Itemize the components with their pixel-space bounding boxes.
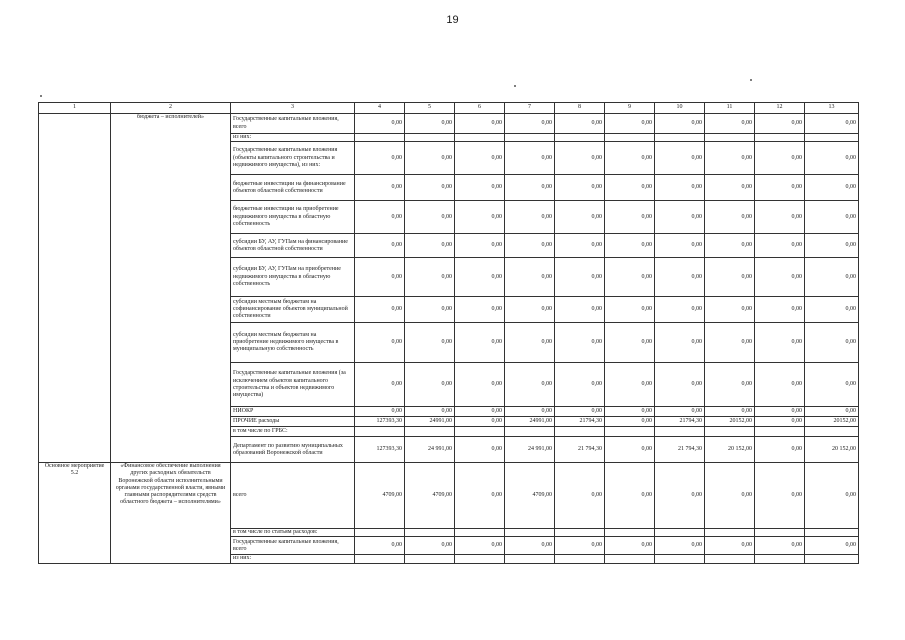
value-cell: 0,00 xyxy=(455,463,505,529)
value-cell xyxy=(505,529,555,537)
row-label: Государственные капитальные вложения (объекты капитального строительства и недвижимого имущества), из них: xyxy=(231,142,355,175)
table-row xyxy=(39,114,859,134)
value-cell: 24 991,00 xyxy=(505,437,555,463)
value-cell: 0,00 xyxy=(755,407,805,417)
budget-table xyxy=(38,102,859,564)
value-cell: 0,00 xyxy=(455,407,505,417)
value-cell: 0,00 xyxy=(555,463,605,529)
value-cell: 0,00 xyxy=(655,258,705,297)
value-cell xyxy=(755,427,805,437)
row-label: субсидии местным бюджетам на софинансирование объектов муниципальной собственности xyxy=(231,297,355,323)
value-cell: 20 152,00 xyxy=(805,437,859,463)
table-row xyxy=(39,463,859,529)
value-cell: 0,00 xyxy=(355,407,405,417)
value-cell: 0,00 xyxy=(455,417,505,427)
value-cell xyxy=(405,134,455,142)
value-cell: 0,00 xyxy=(405,142,455,175)
value-cell xyxy=(355,134,405,142)
section-1-name: бюджета – исполнителей» xyxy=(111,114,231,463)
row-label: в том числе по ГРБС: xyxy=(231,427,355,437)
value-cell: 0,00 xyxy=(505,537,555,555)
value-cell: 0,00 xyxy=(455,537,505,555)
value-cell xyxy=(605,427,655,437)
value-cell: 0,00 xyxy=(605,417,655,427)
value-cell: 0,00 xyxy=(805,537,859,555)
value-cell: 0,00 xyxy=(605,258,655,297)
value-cell: 0,00 xyxy=(705,175,755,201)
value-cell: 0,00 xyxy=(505,297,555,323)
value-cell: 0,00 xyxy=(505,363,555,407)
value-cell: 4709,00 xyxy=(505,463,555,529)
value-cell: 0,00 xyxy=(705,297,755,323)
value-cell: 0,00 xyxy=(805,463,859,529)
value-cell: 0,00 xyxy=(655,201,705,234)
value-cell: 0,00 xyxy=(655,142,705,175)
value-cell: 0,00 xyxy=(405,537,455,555)
value-cell: 0,00 xyxy=(755,142,805,175)
scan-speck xyxy=(750,79,752,81)
value-cell: 0,00 xyxy=(705,234,755,258)
value-cell: 0,00 xyxy=(755,297,805,323)
value-cell: 0,00 xyxy=(455,234,505,258)
row-label: в том числе по статьям расходов: xyxy=(231,529,355,537)
row-label: Государственные капитальные вложения, всего xyxy=(231,114,355,134)
value-cell: 0,00 xyxy=(405,297,455,323)
value-cell: 0,00 xyxy=(705,323,755,363)
value-cell xyxy=(705,529,755,537)
value-cell xyxy=(805,555,859,563)
value-cell xyxy=(755,134,805,142)
value-cell: 0,00 xyxy=(555,363,605,407)
value-cell: 20152,00 xyxy=(705,417,755,427)
value-cell xyxy=(705,555,755,563)
value-cell: 21 794,30 xyxy=(655,437,705,463)
value-cell: 0,00 xyxy=(355,297,405,323)
value-cell: 0,00 xyxy=(605,175,655,201)
page-number: 19 xyxy=(446,14,459,26)
value-cell: 0,00 xyxy=(455,363,505,407)
section-1-col1 xyxy=(39,114,111,463)
value-cell: 0,00 xyxy=(655,175,705,201)
row-label: из них: xyxy=(231,555,355,563)
value-cell: 0,00 xyxy=(505,175,555,201)
value-cell: 0,00 xyxy=(355,258,405,297)
section-2-name: «Финансовое обеспечение выполнения других расходных обязательств Воронежской области исполнительными органами государственной власти, явными главными распорядителями средств областного бюджета – исполнителями» xyxy=(111,463,231,563)
value-cell: 0,00 xyxy=(605,234,655,258)
value-cell xyxy=(605,134,655,142)
value-cell: 0,00 xyxy=(605,323,655,363)
value-cell xyxy=(655,555,705,563)
row-label: бюджетные инвестиции на финансирование объектов областной собственности xyxy=(231,175,355,201)
value-cell xyxy=(355,529,405,537)
value-cell: 0,00 xyxy=(555,175,605,201)
value-cell: 4709,00 xyxy=(405,463,455,529)
value-cell xyxy=(555,427,605,437)
value-cell: 0,00 xyxy=(755,363,805,407)
value-cell: 0,00 xyxy=(405,234,455,258)
value-cell: 0,00 xyxy=(755,234,805,258)
row-label: субсидии БУ, АУ, ГУПам на финансирование объектов областной собственности xyxy=(231,234,355,258)
value-cell: 0,00 xyxy=(705,201,755,234)
value-cell xyxy=(605,529,655,537)
value-cell: 0,00 xyxy=(605,201,655,234)
value-cell: 0,00 xyxy=(405,363,455,407)
row-label: субсидии местным бюджетам на приобретение недвижимого имущества в муниципальную собственность xyxy=(231,323,355,363)
value-cell xyxy=(405,555,455,563)
value-cell: 0,00 xyxy=(455,114,505,134)
value-cell: 127393,30 xyxy=(355,417,405,427)
value-cell: 0,00 xyxy=(705,363,755,407)
value-cell: 21794,30 xyxy=(555,417,605,427)
value-cell: 0,00 xyxy=(805,323,859,363)
column-number: 3 xyxy=(231,103,355,114)
value-cell: 0,00 xyxy=(805,363,859,407)
value-cell: 0,00 xyxy=(755,114,805,134)
value-cell: 0,00 xyxy=(555,114,605,134)
value-cell: 0,00 xyxy=(755,175,805,201)
value-cell: 0,00 xyxy=(355,234,405,258)
value-cell: 0,00 xyxy=(405,258,455,297)
column-number: 9 xyxy=(605,103,655,114)
value-cell: 0,00 xyxy=(455,175,505,201)
row-label: Государственные капитальные вложения (за исключением объектов капитального строительства и объектов недвижимого имущества) xyxy=(231,363,355,407)
value-cell: 0,00 xyxy=(605,363,655,407)
value-cell: 0,00 xyxy=(355,537,405,555)
value-cell xyxy=(455,134,505,142)
column-number: 1 xyxy=(39,103,111,114)
value-cell xyxy=(655,134,705,142)
value-cell: 0,00 xyxy=(405,175,455,201)
value-cell: 0,00 xyxy=(655,323,705,363)
value-cell: 0,00 xyxy=(805,175,859,201)
value-cell: 0,00 xyxy=(555,323,605,363)
value-cell xyxy=(555,555,605,563)
value-cell: 0,00 xyxy=(355,142,405,175)
value-cell: 0,00 xyxy=(605,114,655,134)
value-cell: 0,00 xyxy=(805,234,859,258)
value-cell: 0,00 xyxy=(505,201,555,234)
value-cell xyxy=(705,427,755,437)
column-number: 8 xyxy=(555,103,605,114)
value-cell: 0,00 xyxy=(705,407,755,417)
value-cell: 0,00 xyxy=(405,407,455,417)
value-cell xyxy=(505,134,555,142)
value-cell: 0,00 xyxy=(755,537,805,555)
value-cell: 0,00 xyxy=(455,258,505,297)
column-number: 11 xyxy=(705,103,755,114)
value-cell: 0,00 xyxy=(455,297,505,323)
column-number: 12 xyxy=(755,103,805,114)
value-cell: 0,00 xyxy=(755,463,805,529)
value-cell: 0,00 xyxy=(455,437,505,463)
value-cell: 24 991,00 xyxy=(405,437,455,463)
value-cell: 0,00 xyxy=(605,297,655,323)
value-cell: 0,00 xyxy=(655,234,705,258)
row-label: субсидии БУ, АУ, ГУПам на приобретение недвижимого имущества в областную собственность xyxy=(231,258,355,297)
value-cell: 0,00 xyxy=(755,437,805,463)
row-label: бюджетные инвестиции на приобретение недвижимого имущества в областную собственность xyxy=(231,201,355,234)
value-cell xyxy=(405,427,455,437)
value-cell: 0,00 xyxy=(655,537,705,555)
value-cell: 0,00 xyxy=(705,463,755,529)
value-cell: 0,00 xyxy=(405,114,455,134)
value-cell xyxy=(705,134,755,142)
value-cell: 0,00 xyxy=(555,201,605,234)
value-cell: 0,00 xyxy=(505,114,555,134)
value-cell: 0,00 xyxy=(455,201,505,234)
value-cell: 0,00 xyxy=(705,114,755,134)
row-label: из них: xyxy=(231,134,355,142)
value-cell xyxy=(755,529,805,537)
value-cell: 0,00 xyxy=(555,142,605,175)
value-cell: 0,00 xyxy=(505,142,555,175)
value-cell: 127393,30 xyxy=(355,437,405,463)
value-cell: 0,00 xyxy=(555,407,605,417)
value-cell xyxy=(455,555,505,563)
value-cell: 0,00 xyxy=(505,407,555,417)
value-cell xyxy=(655,427,705,437)
value-cell: 0,00 xyxy=(505,234,555,258)
value-cell: 0,00 xyxy=(755,258,805,297)
value-cell: 0,00 xyxy=(555,537,605,555)
column-number: 10 xyxy=(655,103,705,114)
value-cell: 0,00 xyxy=(405,323,455,363)
value-cell: 0,00 xyxy=(355,363,405,407)
row-label: Государственные капитальные вложения, всего xyxy=(231,537,355,555)
value-cell xyxy=(405,529,455,537)
value-cell: 0,00 xyxy=(455,142,505,175)
column-number: 13 xyxy=(805,103,859,114)
column-number: 6 xyxy=(455,103,505,114)
value-cell: 0,00 xyxy=(555,297,605,323)
value-cell: 0,00 xyxy=(605,437,655,463)
value-cell: 21 794,30 xyxy=(555,437,605,463)
value-cell: 0,00 xyxy=(655,114,705,134)
value-cell: 0,00 xyxy=(755,323,805,363)
value-cell: 24991,00 xyxy=(405,417,455,427)
column-number: 5 xyxy=(405,103,455,114)
value-cell xyxy=(355,555,405,563)
column-number: 7 xyxy=(505,103,555,114)
value-cell xyxy=(805,427,859,437)
value-cell xyxy=(805,134,859,142)
value-cell: 0,00 xyxy=(655,407,705,417)
row-label: Департамент по развитию муниципальных образований Воронежской области xyxy=(231,437,355,463)
section-2-code: Основное мероприятие 5.2 xyxy=(39,463,111,563)
value-cell xyxy=(455,427,505,437)
row-label: всего xyxy=(231,463,355,529)
value-cell: 21794,30 xyxy=(655,417,705,427)
value-cell: 0,00 xyxy=(605,142,655,175)
value-cell: 0,00 xyxy=(705,258,755,297)
value-cell xyxy=(505,555,555,563)
value-cell: 0,00 xyxy=(405,201,455,234)
value-cell: 0,00 xyxy=(555,258,605,297)
row-label: ПРОЧИЕ расходы xyxy=(231,417,355,427)
value-cell xyxy=(555,529,605,537)
value-cell: 0,00 xyxy=(355,323,405,363)
value-cell: 0,00 xyxy=(805,142,859,175)
value-cell: 4709,00 xyxy=(355,463,405,529)
value-cell: 0,00 xyxy=(505,323,555,363)
value-cell xyxy=(805,529,859,537)
value-cell: 0,00 xyxy=(355,114,405,134)
scan-speck xyxy=(514,85,516,87)
value-cell xyxy=(655,529,705,537)
value-cell: 0,00 xyxy=(655,297,705,323)
value-cell: 20152,00 xyxy=(805,417,859,427)
column-number: 2 xyxy=(111,103,231,114)
value-cell: 0,00 xyxy=(805,114,859,134)
value-cell: 0,00 xyxy=(605,463,655,529)
value-cell xyxy=(455,529,505,537)
scan-speck xyxy=(40,95,42,97)
value-cell xyxy=(505,427,555,437)
value-cell: 0,00 xyxy=(805,407,859,417)
value-cell: 0,00 xyxy=(655,363,705,407)
value-cell: 24991,00 xyxy=(505,417,555,427)
value-cell: 0,00 xyxy=(355,175,405,201)
column-numbers-row xyxy=(39,103,859,114)
value-cell: 0,00 xyxy=(705,142,755,175)
row-label: НИОКР xyxy=(231,407,355,417)
value-cell: 20 152,00 xyxy=(705,437,755,463)
value-cell: 0,00 xyxy=(705,537,755,555)
value-cell xyxy=(555,134,605,142)
column-number: 4 xyxy=(355,103,405,114)
value-cell: 0,00 xyxy=(805,297,859,323)
value-cell: 0,00 xyxy=(355,201,405,234)
value-cell: 0,00 xyxy=(605,407,655,417)
value-cell: 0,00 xyxy=(605,537,655,555)
value-cell: 0,00 xyxy=(755,201,805,234)
value-cell: 0,00 xyxy=(505,258,555,297)
value-cell xyxy=(605,555,655,563)
value-cell: 0,00 xyxy=(555,234,605,258)
value-cell xyxy=(355,427,405,437)
value-cell: 0,00 xyxy=(455,323,505,363)
value-cell: 0,00 xyxy=(805,201,859,234)
value-cell: 0,00 xyxy=(655,463,705,529)
value-cell xyxy=(755,555,805,563)
value-cell: 0,00 xyxy=(755,417,805,427)
value-cell: 0,00 xyxy=(805,258,859,297)
